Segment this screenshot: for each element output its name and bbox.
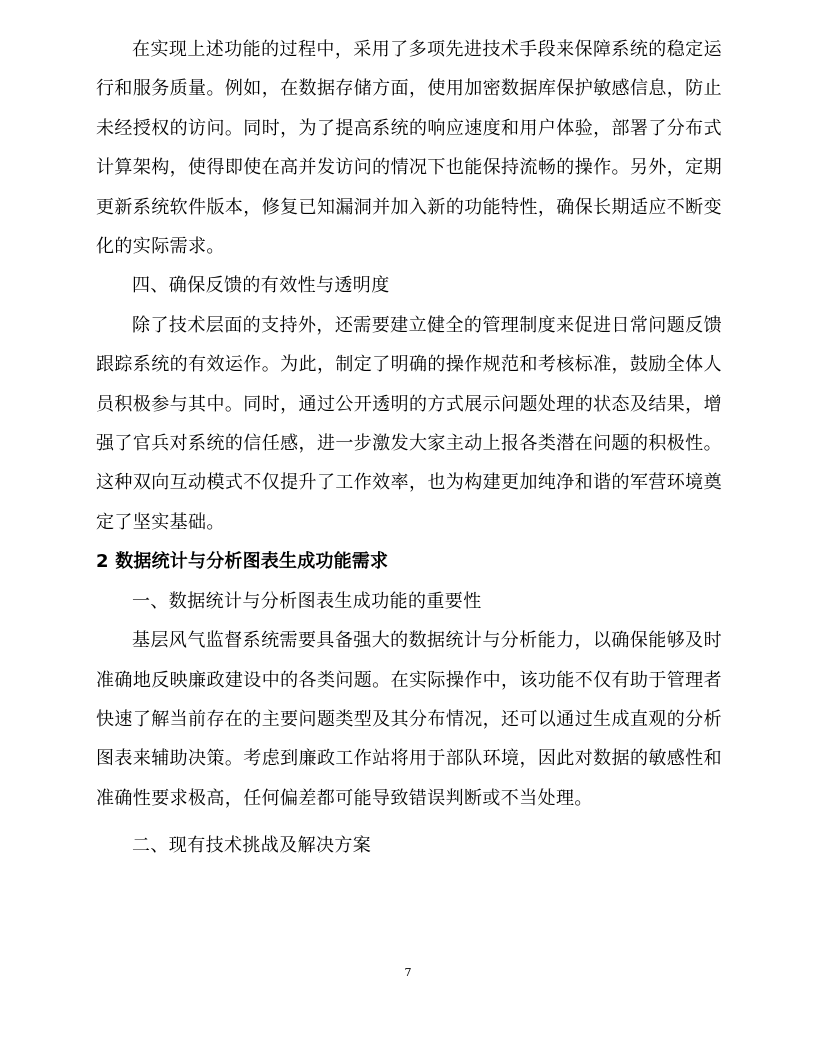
page-number: 7 [404,966,412,979]
chapter-heading: 2 数据统计与分析图表生成功能需求 [96,551,389,573]
body-paragraph: 在实现上述功能的过程中，采用了多项先进技术手段来保障系统的稳定运行和服务质量。例如，在数据存储方面，使用加密数据库保护敏感信息，防止未经授权的访问。同时，为了提高系统的响应速度和用户体验，部署了分布式计算架构，使得即使在高并发访问的情况下也能保持流畅的操作。另外，定期更新系统软件版本，修复已知漏洞并加入新的功能特性，确保长期适应不断变化的实际需求。 [96,39,722,258]
body-paragraph: 基层风气监督系统需要具备强大的数据统计与分析能力，以确保能够及时准确地反映廉政建设中的各类问题。在实际操作中，该功能不仅有助于管理者快速了解当前存在的主要问题类型及其分布情况，还可以通过生成直观的分析图表来辅助决策。考虑到廉政工作站将用于部队环境，因此对数据的敏感性和准确性要求极高，任何偏差都可能导致错误判断或不当处理。 [96,630,722,809]
body-paragraph: 除了技术层面的支持外，还需要建立健全的管理制度来促进日常问题反馈跟踪系统的有效运作。为此，制定了明确的操作规范和考核标准，鼓励全体人员积极参与其中。同时，通过公开透明的方式展示问题处理的状态及结果，增强了官兵对系统的信任感，进一步激发大家主动上报各类潜在问题的积极性。这种双向互动模式不仅提升了工作效率，也为构建更加纯净和谐的军营环境奠定了坚实基础。 [96,314,722,533]
section-heading: 四、确保反馈的有效性与透明度 [132,275,390,297]
section-heading: 二、现有技术挑战及解决方案 [132,835,372,857]
section-heading: 一、数据统计与分析图表生成功能的重要性 [132,590,482,612]
document-page [96,30,722,866]
spacer [96,818,722,826]
